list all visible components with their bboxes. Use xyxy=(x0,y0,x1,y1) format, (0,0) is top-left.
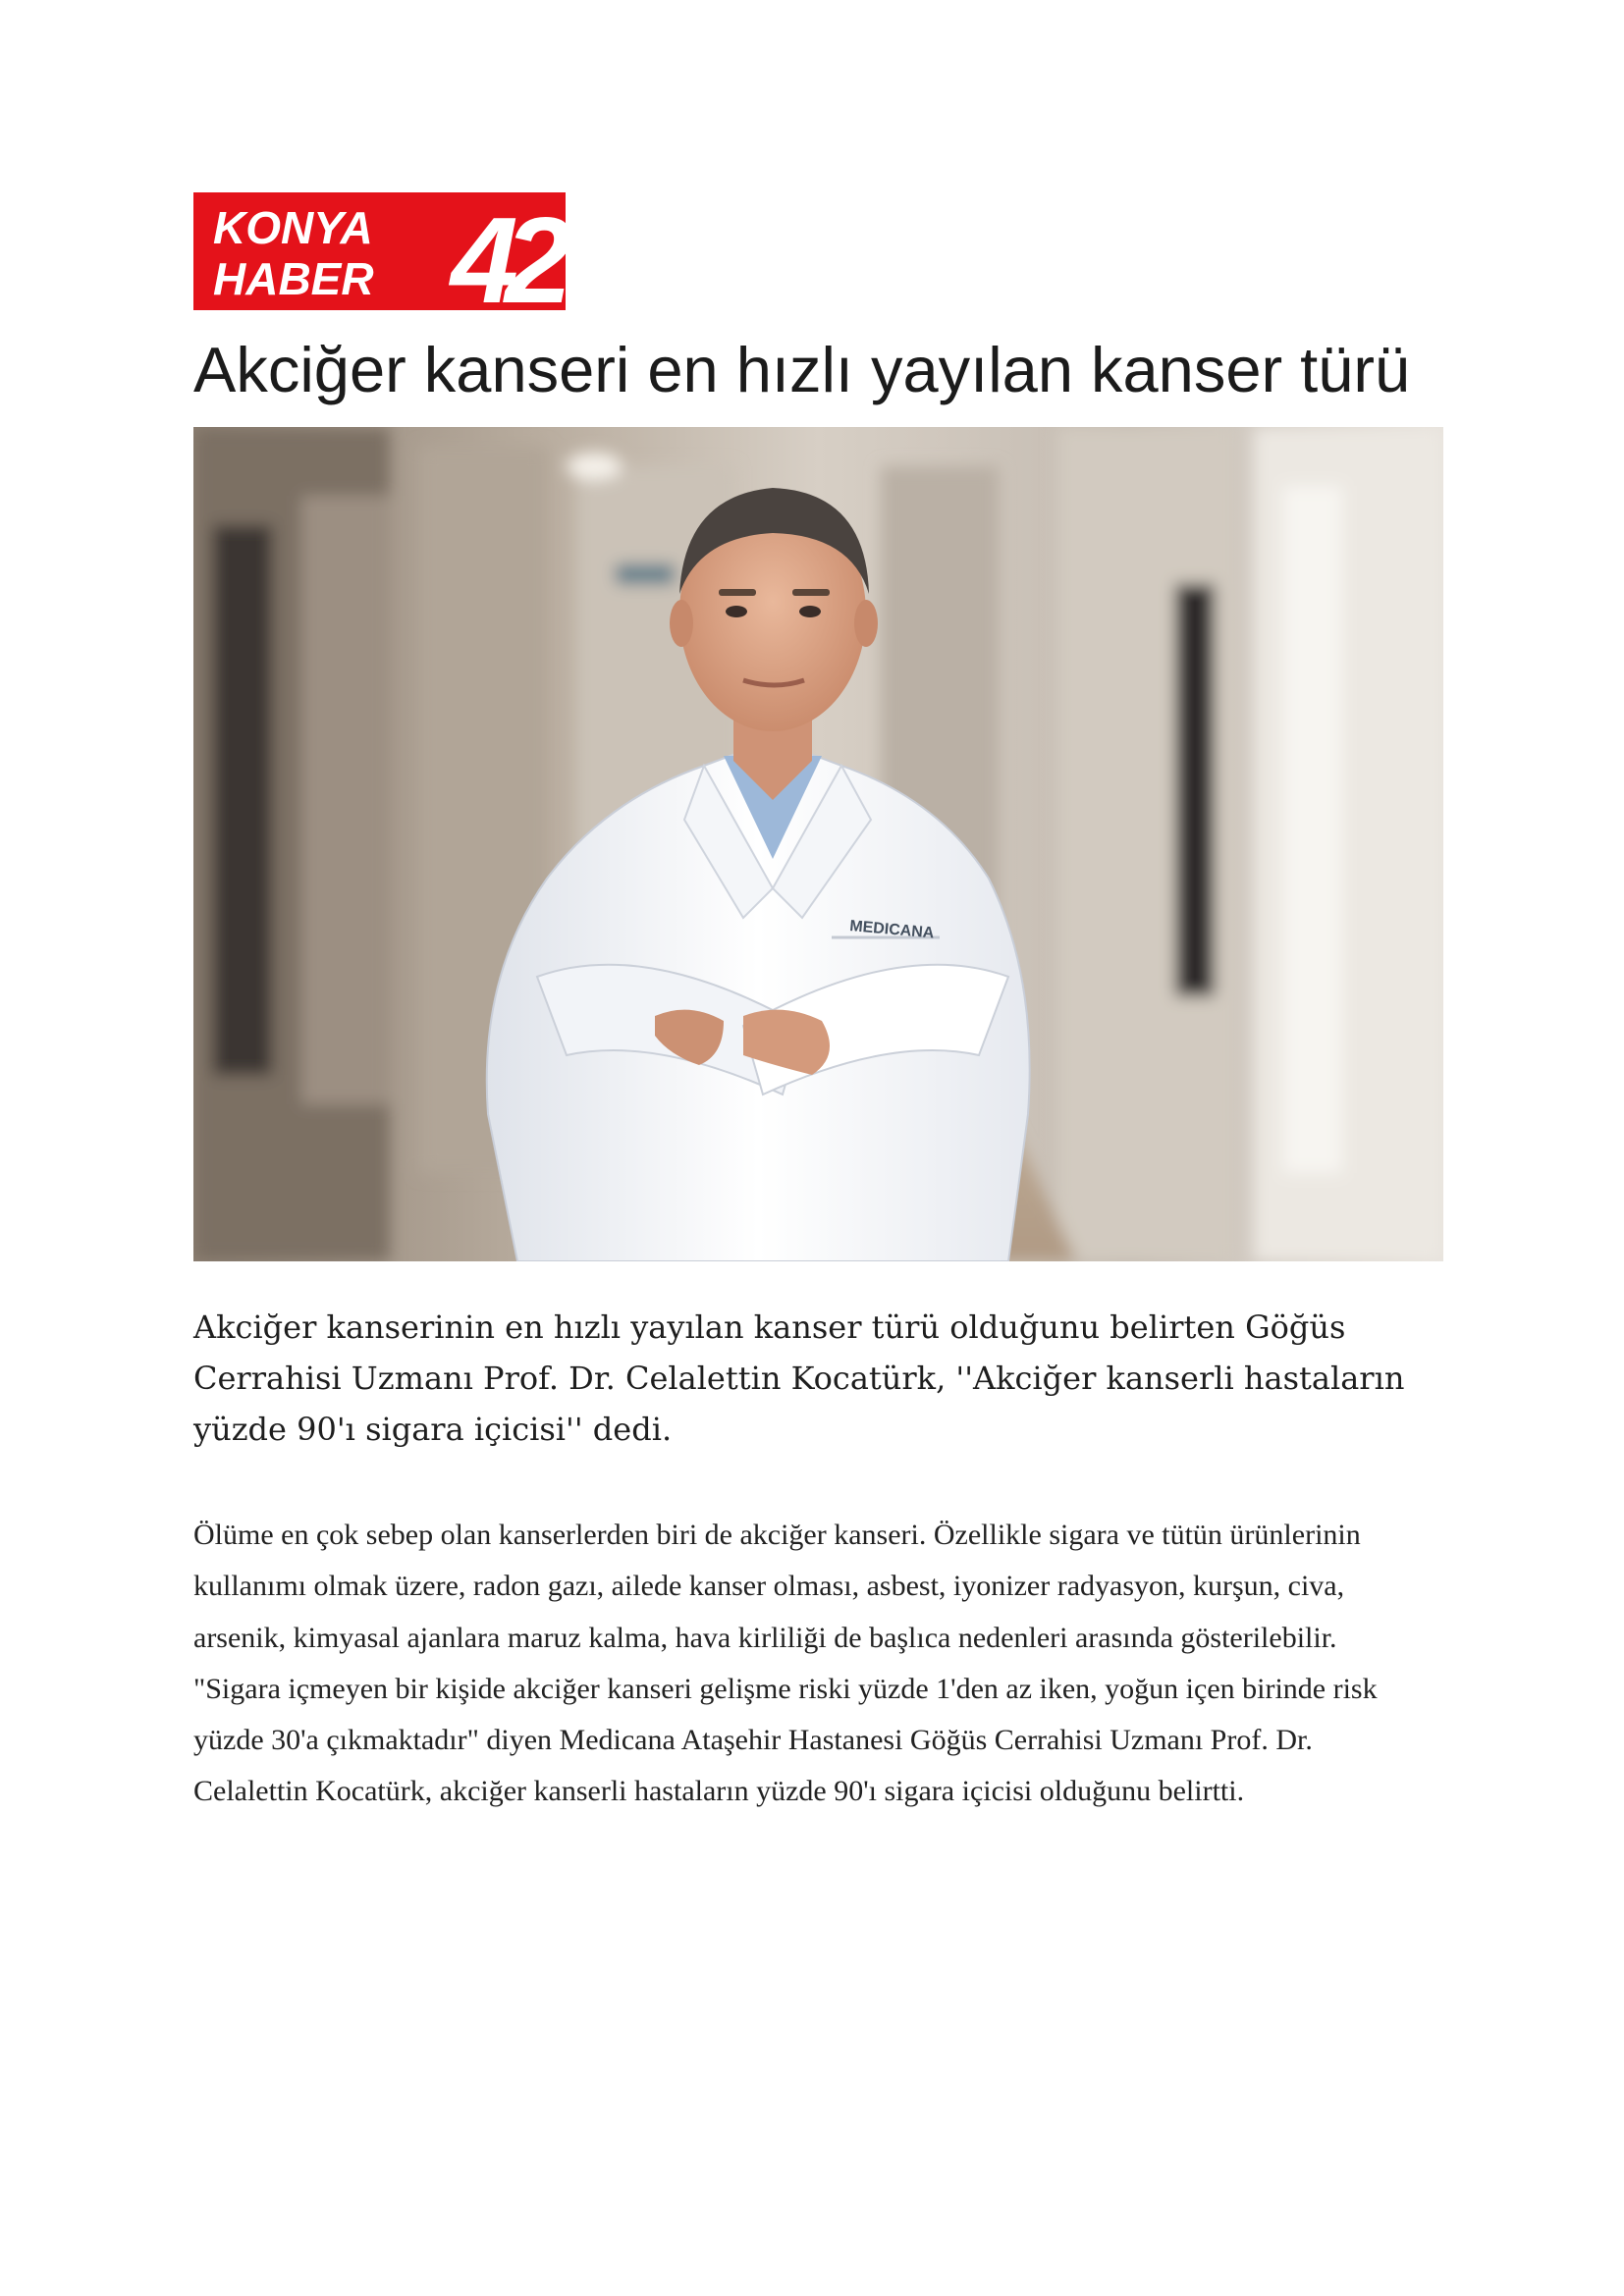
logo-line1: KONYA xyxy=(213,202,373,253)
article-headline: Akciğer kanseri en hızlı yayılan kanser türü xyxy=(193,334,1411,405)
article-lead: Akciğer kanserinin en hızlı yayılan kanser türü olduğunu belirten Göğüs Cerrahisi Uzmanı Prof. Dr. Celalettin Kocatürk, ''Akciğer kanserli hastaların yüzde 90'ı sigara içicisi'' dedi. xyxy=(193,1308,1405,1448)
logo-line2: HABER xyxy=(213,253,374,304)
coat-label: MEDICANA xyxy=(848,918,936,942)
article-body: Ölüme en çok sebep olan kanserlerden biri de akciğer kanseri. Özellikle sigara ve tütün ürünlerinin kullanımı olmak üzere, radon gazı, ailede kanser olması, asbest, iyonizer radyasyon, kurşun, civa, arsenik, kimyasal ajanlara maruz kalma, hava kirliliği de başlıca nedenleri arasında gösterilebilir. "Sigara içmeyen bir kişide akciğer kanseri gelişme riski yüzde 1'den az iken, yoğun içen birinde risk yüzde 30'a çıkmaktadır" diyen Medicana Ataşehir Hastanesi Göğüs Cerrahisi Uzmanı Prof. Dr. Celalettin Kocatürk, akciğer kanserli hastaların yüzde 90'ı sigara içicisi olduğunu belirtti. xyxy=(193,1519,1378,1808)
article-photo xyxy=(193,427,1443,1261)
logo-number: 42 xyxy=(451,193,559,310)
brand-logo[interactable] xyxy=(193,192,566,310)
doctor-portrait-image xyxy=(193,427,1443,1261)
logo-graphic xyxy=(193,192,566,310)
